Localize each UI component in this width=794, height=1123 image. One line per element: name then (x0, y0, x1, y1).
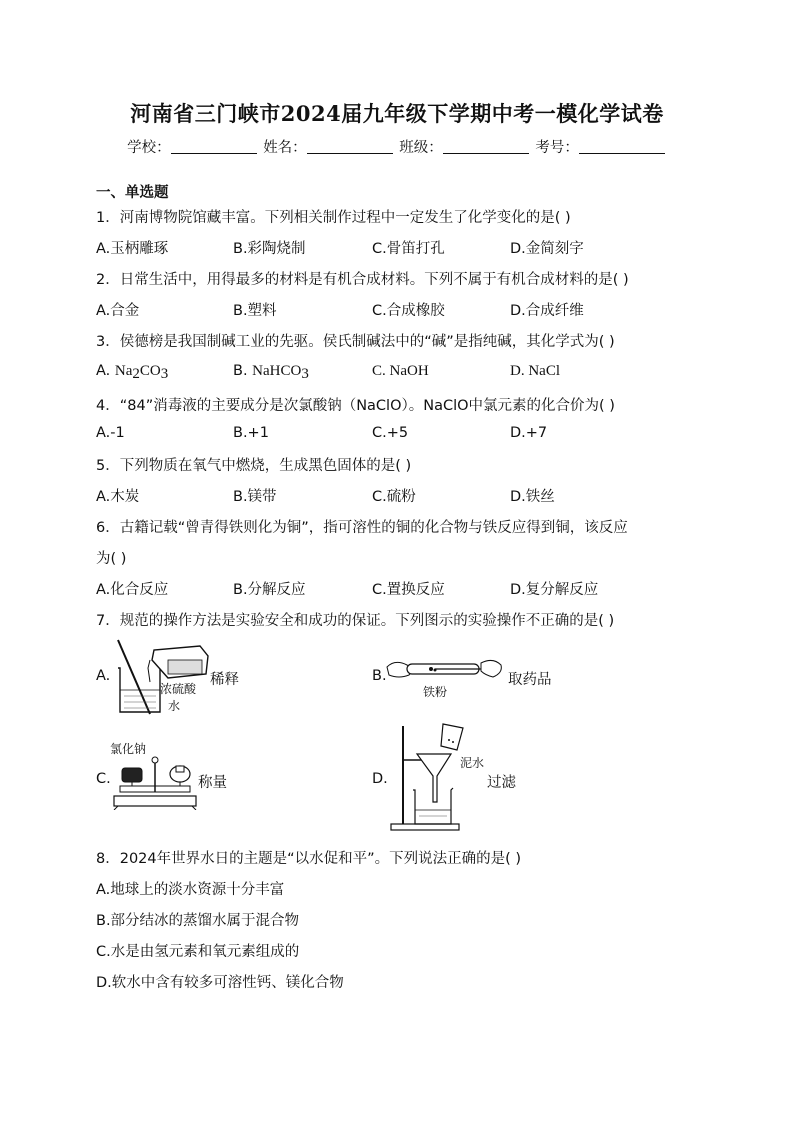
number-blank[interactable] (579, 139, 665, 154)
q3-b-formula: NaHCO (252, 363, 302, 379)
question-6-stem-line1: 6．古籍记载“曾青得铁则化为铜”，指可溶性的铜的化合物与铁反应得到铜，该反应 (96, 520, 628, 536)
number-label: 考号： (535, 140, 579, 156)
q8-option-d[interactable]: D.软水中含有较多可溶性钙、镁化合物 (96, 975, 344, 991)
q7-option-b[interactable]: B. (372, 668, 387, 684)
question-1-stem: 1．河南博物院馆藏丰富。下列相关制作过程中一定发生了化学变化的是( ) (96, 210, 571, 226)
q6-option-d[interactable]: D.复分解反应 (510, 582, 599, 598)
q7-option-d[interactable]: D. (372, 771, 388, 787)
q1-option-d[interactable]: D.金简刻字 (510, 241, 584, 257)
question-4-stem: 4．“84”消毒液的主要成分是次氯酸钠（NaClO）。NaClO中氯元素的化合价为( ) (96, 398, 615, 414)
q3-b-sub: 3 (301, 366, 309, 382)
filtration-label: 过滤 (487, 775, 516, 791)
q4-option-b[interactable]: B.+1 (233, 425, 269, 441)
q7-option-a[interactable]: A. (96, 668, 111, 684)
q6-option-c[interactable]: C.置换反应 (372, 582, 445, 598)
dilution-figure (110, 638, 220, 718)
name-blank[interactable] (307, 139, 393, 154)
q4-option-c[interactable]: C.+5 (372, 425, 409, 441)
question-7-stem: 7．规范的操作方法是实验安全和成功的保证。下列图示的实验操作不正确的是( ) (96, 613, 615, 629)
q1-option-c[interactable]: C.骨笛打孔 (372, 241, 445, 257)
q3-a-sub2: 3 (160, 366, 169, 382)
q8-option-c[interactable]: C.水是由氢元素和氧元素组成的 (96, 944, 300, 960)
q1-option-b[interactable]: B.彩陶烧制 (233, 241, 306, 257)
question-2-stem: 2．日常生活中，用得最多的材料是有机合成材料。下列不属于有机合成材料的是( ) (96, 272, 629, 288)
name-label: 姓名： (263, 140, 307, 156)
filtration-figure (385, 720, 465, 834)
q6-option-a[interactable]: A.化合反应 (96, 582, 169, 598)
q3-option-c[interactable]: C. NaOH (372, 363, 429, 379)
question-8-stem: 8．2024年世界水日的主题是“以水促和平”。下列说法正确的是( ) (96, 851, 522, 867)
q3-b-prefix: B. (233, 363, 253, 379)
question-6-stem-line2: 为( ) (96, 551, 127, 567)
sodium-chloride-label: 氯化钠 (110, 742, 147, 756)
concentrated-sulfuric-acid-label: 浓硫酸 (160, 682, 197, 696)
q1-option-a[interactable]: A.玉柄雕琢 (96, 241, 169, 257)
q3-option-d[interactable]: D. NaCl (510, 363, 560, 379)
q3-option-b[interactable] (233, 363, 309, 380)
dilute-label: 稀释 (210, 672, 239, 688)
q3-a-formula-part2: CO (139, 363, 161, 379)
water-label: 水 (168, 699, 181, 713)
iron-powder-label: 铁粉 (423, 685, 448, 699)
school-label: 学校： (127, 140, 171, 156)
q6-option-b[interactable]: B.分解反应 (233, 582, 306, 598)
q8-option-b[interactable]: B.部分结冰的蒸馏水属于混合物 (96, 913, 300, 929)
class-blank[interactable] (443, 139, 529, 154)
q2-option-a[interactable]: A.合金 (96, 303, 140, 319)
q8-option-a[interactable]: A.地球上的淡水资源十分丰富 (96, 882, 285, 898)
class-label: 班级： (399, 140, 443, 156)
section-heading: 一、单选题 (96, 185, 169, 201)
q7-option-c[interactable]: C. (96, 771, 111, 787)
q4-option-a[interactable]: A.-1 (96, 425, 125, 441)
question-5-stem: 5．下列物质在氧气中燃烧，生成黑色固体的是( ) (96, 458, 412, 474)
q4-option-d[interactable]: D.+7 (510, 425, 548, 441)
q5-option-c[interactable]: C.硫粉 (372, 489, 416, 505)
school-blank[interactable] (171, 139, 257, 154)
balance-figure (108, 752, 200, 810)
q5-option-d[interactable]: D.铁丝 (510, 489, 555, 505)
q2-option-c[interactable]: C.合成橡胶 (372, 303, 445, 319)
q2-option-d[interactable]: D.合成纤维 (510, 303, 584, 319)
take-reagent-figure (385, 655, 505, 685)
q3-option-a[interactable] (96, 363, 168, 380)
q5-option-b[interactable]: B.镁带 (233, 489, 277, 505)
q3-a-prefix: A. (96, 363, 115, 379)
muddy-water-label: 泥水 (460, 756, 485, 770)
weigh-label: 称量 (198, 775, 227, 791)
q2-option-b[interactable]: B.塑料 (233, 303, 277, 319)
exam-title: 河南省三门峡市2024届九年级下学期中考一模化学试卷 (130, 101, 664, 126)
take-reagent-label: 取药品 (508, 672, 552, 688)
q5-option-a[interactable]: A.木炭 (96, 489, 140, 505)
q3-a-formula-part1: Na (114, 363, 133, 379)
student-info-line (0, 136, 794, 157)
question-3-stem: 3．侯德榜是我国制碱工业的先驱。侯氏制碱法中的“碱”是指纯碱，其化学式为( ) (96, 334, 615, 350)
q3-a-sub1: 2 (132, 366, 140, 382)
